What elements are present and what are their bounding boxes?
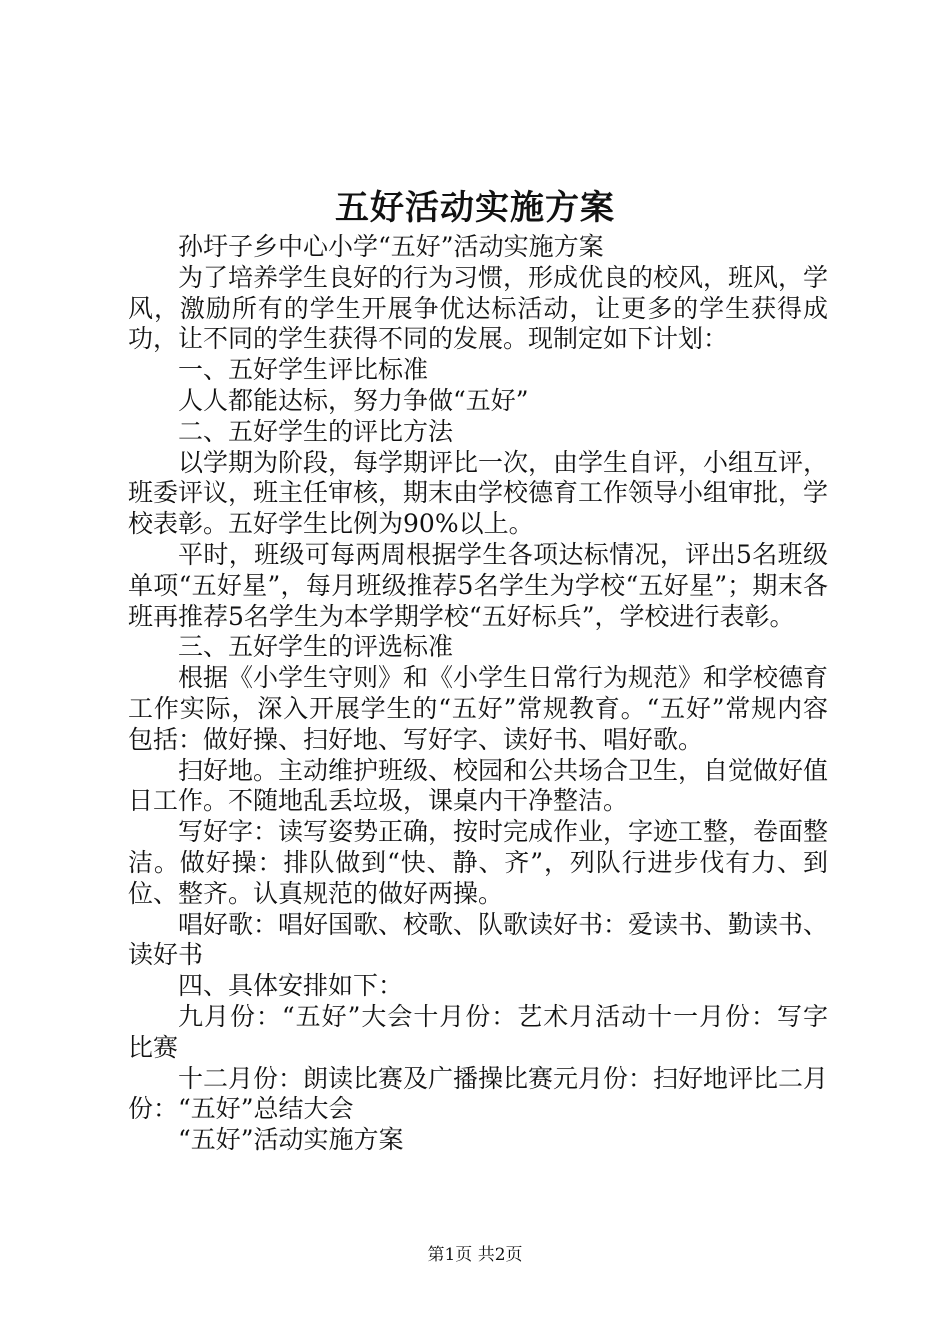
paragraph: 根据《小学生守则》和《小学生日常行为规范》和学校德育工作实际，深入开展学生的“五好”常规教育。“五好”常规内容包括：做好操、扫好地、写好字、读好书、唱好歌。 [128,663,829,754]
paragraph: 平时，班级可每两周根据学生各项达标情况，评出5名班级单项“五好星”，每月班级推荐5名学生为学校“五好星”；期末各班再推荐5名学生为本学期学校“五好标兵”，学校进行表彰。 [128,539,828,631]
section-heading-4: 四、具体安排如下： [178,971,404,1001]
section-heading-2: 二、五好学生的评比方法 [178,416,454,446]
paragraph-closing: “五好”活动实施方案 [178,1125,404,1155]
paragraph: 唱好歌：唱好国歌、校歌、队歌读好书：爱读书、勤读书、读好书 [128,909,829,970]
document-title: 五好活动实施方案 [335,188,615,228]
paragraph: 以学期为阶段，每学期评比一次，由学生自评，小组互评，班委评议，班主任审核，期末由学校德育工作领导小组审批，学校表彰。五好学生比例为90%以上。 [128,447,829,539]
page-footer: 第1页 共2页 [427,1245,523,1265]
paragraph: 人人都能达标，努力争做“五好” [178,385,529,415]
document-body [128,232,828,1156]
paragraph-intro: 为了培养学生良好的行为习惯，形成优良的校风，班风，学风，激励所有的学生开展争优达标活动，让更多的学生获得成功，让不同的学生获得不同的发展。现制定如下计划： [128,262,829,354]
paragraph: 写好字：读写姿势正确，按时完成作业，字迹工整，卷面整洁。做好操：排队做到“快、静、齐”，列队行进步伐有力、到位、整齐。认真规范的做好两操。 [128,817,829,908]
section-heading-1: 一、五好学生评比标准 [178,355,429,385]
paragraph: 十二月份：朗读比赛及广播操比赛元月份：扫好地评比二月份：“五好”总结大会 [128,1063,829,1124]
paragraph: 扫好地。主动维护班级、校园和公共场合卫生，自觉做好值日工作。不随地乱丢垃圾，课桌内干净整洁。 [128,755,829,816]
section-heading-3: 三、五好学生的评选标准 [178,632,454,662]
paragraph-subtitle: 孙圩子乡中心小学“五好”活动实施方案 [178,232,604,261]
paragraph: 九月份：“五好”大会十月份：艺术月活动十一月份：写字比赛 [128,1001,828,1062]
